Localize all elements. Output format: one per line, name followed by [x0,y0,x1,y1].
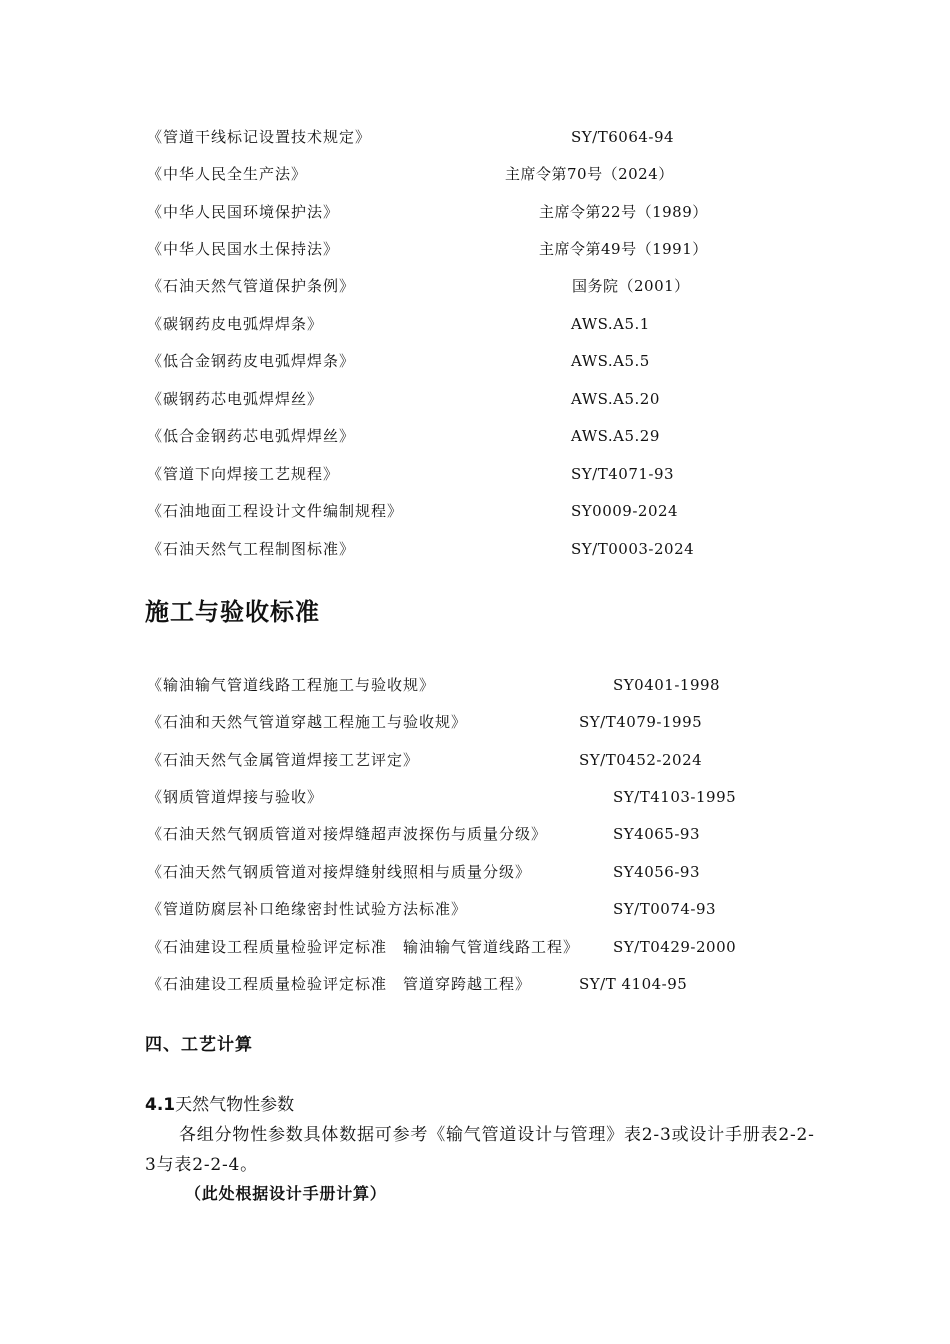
reference-row [147,936,847,958]
reference-code: SY/T0074-93 [613,900,717,918]
chapter-heading: 四、工艺计算 [145,1035,253,1055]
reference-row [147,388,847,410]
reference-row [147,973,847,995]
reference-code: 主席令第70号（2024） [505,165,674,183]
reference-title: 《石油天然气工程制图标准》 [147,540,356,558]
reference-title: 《石油天然气钢质管道对接焊缝射线照相与质量分级》 [147,863,532,881]
reference-title: 《中华人民国环境保护法》 [147,203,340,221]
reference-title: 《低合金钢药皮电弧焊焊条》 [147,352,356,370]
reference-title: 《输油输气管道线路工程施工与验收规》 [147,676,436,694]
reference-row [147,823,847,845]
subsection-number: 4.1 [145,1095,176,1115]
reference-code: SY/T0452-2024 [579,751,703,769]
reference-title: 《石油天然气金属管道焊接工艺评定》 [147,751,420,769]
reference-title: 《管道干线标记设置技术规定》 [147,128,372,146]
reference-title: 《钢质管道焊接与验收》 [147,788,324,806]
reference-row [147,500,847,522]
reference-row [147,201,847,223]
reference-code: SY/T4071-93 [571,465,675,483]
reference-row [147,163,847,185]
reference-code: SY4056-93 [613,863,701,881]
reference-row [147,861,847,883]
reference-title: 《中华人民全生产法》 [147,165,308,183]
reference-row [147,350,847,372]
reference-code: AWS.A5.1 [571,315,650,333]
reference-title: 《石油和天然气管道穿越工程施工与验收规》 [147,713,468,731]
reference-title: 《中华人民国水土保持法》 [147,240,340,258]
reference-title: 《碳钢药皮电弧焊焊条》 [147,315,324,333]
reference-code: 国务院（2001） [572,277,690,295]
subsection-heading [145,1090,294,1115]
reference-title: 《碳钢药芯电弧焊焊丝》 [147,390,324,408]
reference-code: 主席令第22号（1989） [539,203,708,221]
reference-title: 《管道防腐层补口绝缘密封性试验方法标准》 [147,900,468,918]
reference-row [147,898,847,920]
body-paragraph: 各组分物性参数具体数据可参考《输气管道设计与管理》表2-3或设计手册表2-2-3与表2-2-4。 [145,1125,815,1175]
calculation-note: （此处根据设计手册计算） [185,1184,387,1203]
subsection-title: 天然气物性参数 [175,1095,295,1115]
section-heading: 施工与验收标准 [145,598,320,626]
reference-code: SY/T6064-94 [571,128,675,146]
reference-code: SY/T 4104-95 [579,975,688,993]
reference-code: SY/T0003-2024 [571,540,695,558]
reference-code: 主席令第49号（1991） [539,240,708,258]
reference-title: 《石油地面工程设计文件编制规程》 [147,502,404,520]
reference-title: 《石油天然气钢质管道对接焊缝超声波探伤与质量分级》 [147,825,548,843]
reference-title: 《石油天然气管道保护条例》 [147,277,356,295]
reference-title: 《低合金钢药芯电弧焊焊丝》 [147,427,356,445]
reference-row [147,786,847,808]
reference-title: 《管道下向焊接工艺规程》 [147,465,340,483]
reference-row [147,711,847,733]
reference-code: SY/T4103-1995 [613,788,737,806]
reference-code: SY0401-1998 [613,676,721,694]
reference-title: 《石油建设工程质量检验评定标准 输油输气管道线路工程》 [147,938,580,956]
reference-code: SY4065-93 [613,825,701,843]
reference-row [147,674,847,696]
reference-code: SY0009-2024 [571,502,679,520]
reference-row [147,463,847,485]
reference-row [147,275,847,297]
reference-code: SY/T0429-2000 [613,938,737,956]
reference-row [147,126,847,148]
reference-code: AWS.A5.5 [571,352,650,370]
reference-row [147,538,847,560]
reference-code: AWS.A5.20 [571,390,660,408]
reference-row [147,425,847,447]
reference-row [147,313,847,335]
reference-code: SY/T4079-1995 [579,713,703,731]
reference-title: 《石油建设工程质量检验评定标准 管道穿跨越工程》 [147,975,532,993]
reference-row [147,749,847,771]
reference-code: AWS.A5.29 [571,427,660,445]
reference-row [147,238,847,260]
